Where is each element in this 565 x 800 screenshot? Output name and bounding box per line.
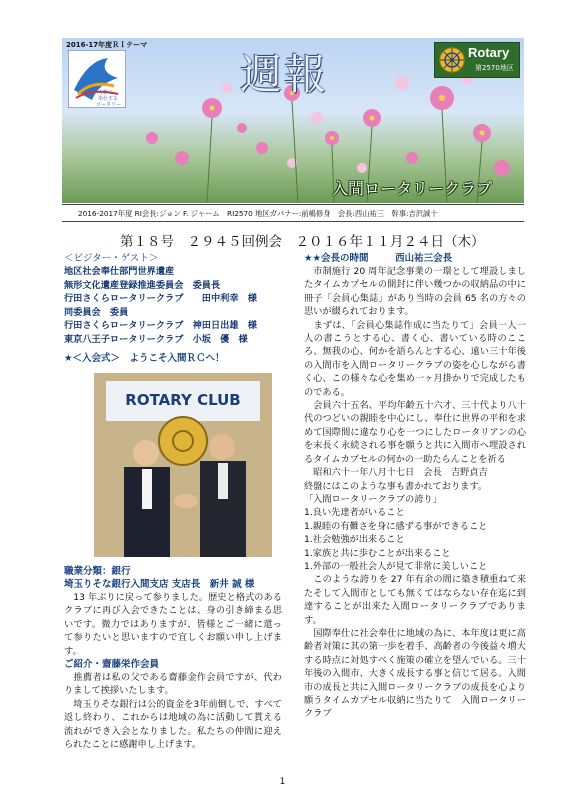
ri-theme-logo-icon xyxy=(68,50,126,108)
guest-row: 行田さくらロータリークラブ 田中利幸 様 xyxy=(64,293,257,304)
page-number: 1 xyxy=(279,777,286,787)
message-paragraph: 昭和六十一年八月十七日 会長 吉野貞吉 xyxy=(304,467,488,479)
message-paragraph: 会員六十五名、平均年齢五十六才、三十代より八十代のつどいの親睦を中心にし、奉仕に世界の平和を求めて国際間に違なり心を一つにしたロータリアンの心を末長く永続される事を願うと共に入間市へ埋設されるタイムカプセルの何かの一助たらんことを祈る xyxy=(304,400,526,465)
guest-heading: ＜ビジター・ゲスト＞ xyxy=(64,253,159,264)
guest-row: 無形文化遺産登録推進委員会 委員長 xyxy=(64,279,221,291)
sponsor-paragraph: 推薦者は私の父である齋藤金作会員ですが、代わりまして挨拶いたします。 xyxy=(64,672,282,697)
induction-heading: ★＜入会式＞ ようこそ入間ＲＣへ！ xyxy=(64,353,225,364)
induction-photo-illustration xyxy=(94,373,272,557)
guest-row: 地区社会奉仕部門世界遺産 xyxy=(64,266,175,277)
pride-item: 1.親睦の有難さを身に感ずる事ができること xyxy=(304,520,488,532)
president-message xyxy=(304,265,526,721)
photo-sign-text: ROTARY CLUB xyxy=(125,391,241,409)
message-paragraph: まずは、「会員心集誌作成に当たりて」会員一人一人の書こうとする心、書く心、書いている時のこころ、無我の心、何かを語らんとする心、遠い三十年後の入間市を入間ロータリークラブの姿を心しながら書く心、この様々な心を集め一ヶ月掛かりで完成したものである。 xyxy=(304,319,526,398)
sponsor-heading: ご紹介・齋藤栄作会員 xyxy=(64,659,160,671)
ri-logo-text-3: ロータリー xyxy=(96,102,122,108)
rotary-badge-name: Rotary xyxy=(468,45,510,60)
officers-line: 2016-2017年度 RI会長:ジョン F. ジャーム RI2570 地区ガバナー:前嶋修身 会長:西山祐三 幹事:吉沢誠十 xyxy=(62,204,524,222)
president-time-label: ★★会長の時間 xyxy=(304,253,369,264)
new-member-intro xyxy=(64,591,282,658)
masthead-banner xyxy=(62,38,524,203)
job-classification: 職業分類：銀行 xyxy=(64,566,131,577)
right-column xyxy=(304,252,526,721)
ri-logo-text-1: 人類に xyxy=(98,90,114,96)
guest-row: 行田さくらロータリークラブ 神田日出雄 様 xyxy=(64,320,257,331)
rotary-wheel-icon xyxy=(438,46,466,74)
pride-item: 1.外部の一般社会人が見て非常に美しいこと xyxy=(304,560,488,572)
sponsor-text xyxy=(64,671,282,751)
guest-row: 同委員会 委員 xyxy=(64,306,129,318)
president-time-heading xyxy=(304,252,526,265)
closing-paragraph: 国際奉仕に社会奉仕に地域の為に、本年度は更に高齢者対策に其の第一歩を着手、高齢者の今後益々増大する時点に対処すべく施策の確立を望んでいる。三十年後の入間市、大きく成長する事と信じて居る。入間市の成長と共に入間ロータリークラブの成長を心より願うタイムカプセル収納に当たりて 入間ロータリークラブ xyxy=(304,627,526,720)
message-paragraph: 市制施行 20 周年記念事業の一環として埋設しましたタイムカプセルの開封に伴い幾つかの収納品の中に冊子「会員心集誌」があり当時の会員 65 名の方々の思いが綴られております。 xyxy=(304,266,526,318)
closing-paragraph: このような誇りを 27 年有余の間に築き積重ねて来たそして入間市としても無くてはならない存在迄に到達することが出来た入間ロータリークラブであります。 xyxy=(304,574,526,626)
guest-row: 東京八王子ロータリークラブ 小坂 優 様 xyxy=(64,333,248,345)
left-column xyxy=(64,252,282,751)
president-name: 西山祐三会長 xyxy=(395,253,453,264)
pride-title: 「入間ロータリークラブの誇り」 xyxy=(304,493,442,505)
induction-photo xyxy=(94,373,272,557)
sponsor-paragraph: 埼玉りそな銀行は公的資金を3年前倒しで、すべて返し終わり、これからは地域の為に活動して貰える流れができ入会となりました。私たちの仲間に迎えられたことに感謝申し上げます。 xyxy=(64,698,282,751)
rotary-badge-district: 第2570地区 xyxy=(475,64,514,72)
rotary-district-badge xyxy=(434,42,520,78)
ri-logo-text-2: 奉仕する xyxy=(98,96,119,102)
new-member-line: 埼玉りそな銀行入間支店 支店長 新井 誠 様 xyxy=(64,579,255,590)
pride-item: 1.良い先達者がいること xyxy=(304,507,405,519)
club-name-title: 入間ロータリークラブ xyxy=(332,179,493,198)
intro-paragraph: 13 年ぶりに戻って参りました。歴史と格式のあるクラブに再び入会できたことは、身の引き締まる思いです。微力ではありますが、皆様とご一緒に還って参りたいと思いますので宜しくお願い申し上げます。 xyxy=(64,592,282,657)
issue-line: 第１８号 ２９４５回例会 ２０１６年１１月２４日（木） xyxy=(120,234,485,250)
message-note: 終盤にはこのような事も書かれております。 xyxy=(304,480,488,492)
ri-theme-label: 2016-17年度ＲＩテーマ xyxy=(66,41,148,49)
pride-item: 1.家族と共に歩むことが出来ること xyxy=(304,547,451,559)
pride-item: 1.社会勉強が出来ること xyxy=(304,534,405,546)
newsletter-title: 週報 xyxy=(240,50,329,99)
